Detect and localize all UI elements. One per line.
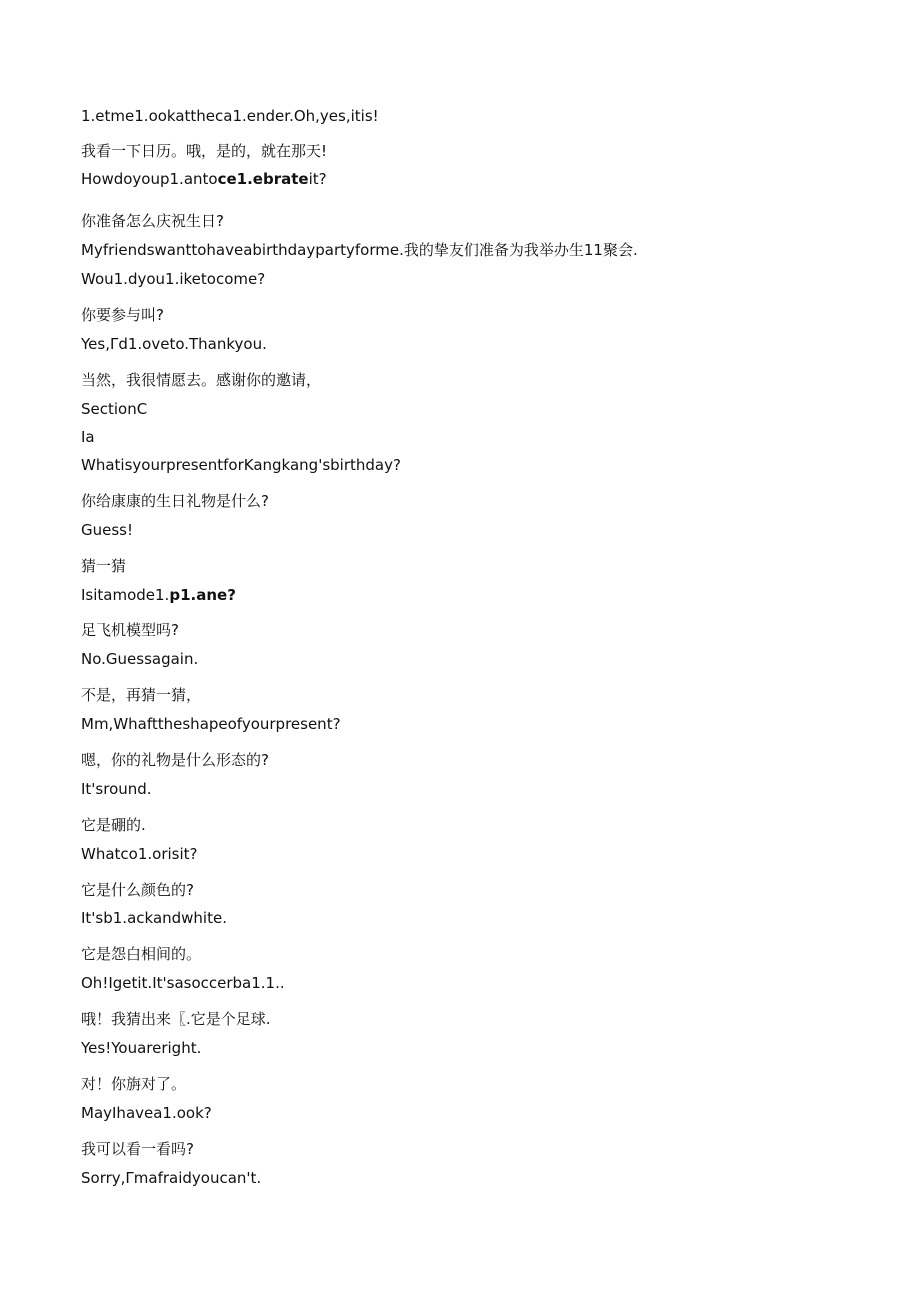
line-text: Ia xyxy=(81,428,95,446)
text-line xyxy=(81,1168,261,1188)
line-text: 它是硼的. xyxy=(81,816,146,834)
text-line xyxy=(81,815,146,835)
line-text: 你给康康的生日礼物是什么? xyxy=(81,492,269,510)
text-line xyxy=(81,620,179,640)
text-line xyxy=(81,844,197,864)
text-line xyxy=(81,1038,201,1058)
line-text: It'sb1.ackandwhite. xyxy=(81,909,227,927)
line-text: 它是什么颜色的? xyxy=(81,881,194,899)
line-text: it? xyxy=(308,170,327,188)
line-text: 不是，再猜一猜， xyxy=(81,686,202,704)
line-text: 你准备怎么庆祝生日? xyxy=(81,212,224,230)
line-text-bold: p1.ane? xyxy=(169,586,236,604)
line-text: Howdoyoup1.anto xyxy=(81,170,218,188)
line-text: 我可以看一看吗? xyxy=(81,1140,194,1158)
line-text: Yes,Γd1.oveto.Thankyou. xyxy=(81,335,267,353)
text-line xyxy=(81,240,638,260)
text-line xyxy=(81,1139,194,1159)
text-line xyxy=(81,1103,212,1123)
text-line xyxy=(81,779,152,799)
text-line xyxy=(81,520,133,540)
line-text-bold: ce1.ebrate xyxy=(217,170,309,188)
text-line xyxy=(81,269,265,289)
line-text: 哦！我猜出来〖.它是个足球. xyxy=(81,1010,271,1028)
line-text: No.Guessagain. xyxy=(81,650,199,668)
text-line xyxy=(81,211,224,231)
line-text: It'sround. xyxy=(81,780,152,798)
line-text: MayIhavea1.ook? xyxy=(81,1104,212,1122)
line-text: Guess! xyxy=(81,521,134,539)
line-text: 你要参与叫? xyxy=(81,306,164,324)
text-line xyxy=(81,585,236,605)
text-line xyxy=(81,685,201,705)
line-text: 当然，我很情愿去。感谢你的邀请， xyxy=(81,371,322,389)
text-line xyxy=(81,169,327,189)
line-text: Yes!Youareright. xyxy=(81,1039,202,1057)
line-text: Sorry,Γmafraidyoucan't. xyxy=(81,1169,262,1187)
line-text: 嗯，你的礼物是什么形态的? xyxy=(81,751,269,769)
text-line xyxy=(81,973,285,993)
line-text: Oh!Igetit.It'sasoccerba1.1.. xyxy=(81,974,285,992)
text-line xyxy=(81,1009,271,1029)
text-line xyxy=(81,944,201,964)
text-line xyxy=(81,427,95,447)
line-text: Mm,Whafttheshapeofyourpresent? xyxy=(81,715,341,733)
text-line xyxy=(81,305,164,325)
section-heading xyxy=(81,399,147,419)
text-line xyxy=(81,908,227,928)
text-line xyxy=(81,334,267,354)
line-text: WhatisyourpresentforKangkang'sbirthday? xyxy=(81,456,401,474)
text-line xyxy=(81,880,194,900)
text-line xyxy=(81,556,126,576)
text-line xyxy=(81,750,269,770)
line-text: 1.etme1.ookattheca1.ender.Oh,yes,itis! xyxy=(81,107,379,125)
line-text: 我看一下日历。哦，是的，就在那天! xyxy=(81,142,328,160)
line-text: Isitamode1. xyxy=(81,586,170,604)
text-line xyxy=(81,714,341,734)
line-text: 它是怨白相间的。 xyxy=(81,945,202,963)
text-line xyxy=(81,370,321,390)
text-line xyxy=(81,106,379,126)
line-text: Wou1.dyou1.iketocome? xyxy=(81,270,266,288)
text-line xyxy=(81,649,198,669)
text-line xyxy=(81,455,401,475)
text-line xyxy=(81,141,327,161)
line-text: 对！你旃对了。 xyxy=(81,1075,187,1093)
text-line xyxy=(81,491,269,511)
line-text: SectionC xyxy=(81,400,148,418)
line-text: Myfriendswanttohaveabirthdaypartyforme.我的挚友们准备为我举办生11聚会. xyxy=(81,241,638,259)
text-line xyxy=(81,1074,186,1094)
line-text: 猜一猜 xyxy=(81,557,127,575)
line-text: 足飞机模型吗? xyxy=(81,621,179,639)
line-text: Whatco1.orisit? xyxy=(81,845,198,863)
